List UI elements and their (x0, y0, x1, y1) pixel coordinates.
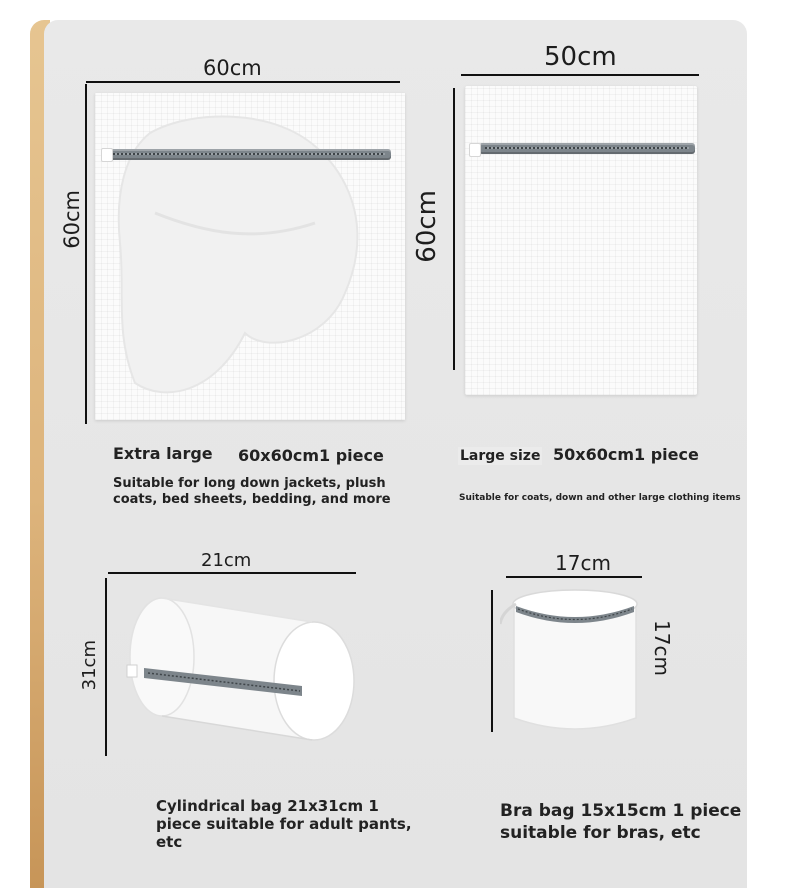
large-zipper-pull (469, 143, 481, 157)
large-description: Suitable for coats, down and other large clothing items (459, 493, 741, 503)
bra-bag-image (500, 582, 650, 742)
cyl-height-label: 31cm (79, 640, 100, 691)
bra-height-line (491, 590, 493, 732)
cyl-height-line (105, 578, 107, 756)
large-width-label: 50cm (544, 42, 617, 72)
large-height-label: 60cm (412, 190, 442, 263)
cyl-width-label: 21cm (201, 550, 252, 571)
large-height-line (453, 88, 455, 370)
xl-width-label: 60cm (203, 56, 262, 80)
xl-zipper (107, 149, 391, 160)
large-zipper (479, 143, 695, 154)
large-name: Large size (460, 448, 541, 464)
xl-name: Extra large (113, 444, 213, 463)
bra-description: Bra bag 15x15cm 1 piece suitable for bras, etc (500, 801, 742, 843)
cyl-description: Cylindrical bag 21x31cm 1 piece suitable for adult pants, etc (156, 797, 412, 851)
bra-width-line (506, 576, 642, 578)
bra-width-label: 17cm (555, 551, 611, 575)
cyl-width-line (108, 572, 356, 574)
xl-zipper-pull (101, 148, 113, 162)
xl-width-line (86, 81, 400, 83)
xl-height-label: 60cm (60, 190, 84, 249)
large-bag-image (465, 86, 697, 395)
large-size: 50x60cm1 piece (553, 445, 699, 464)
cylindrical-bag-image (122, 596, 362, 746)
xl-description: Suitable for long down jackets, plush coats, bed sheets, bedding, and more (113, 476, 391, 507)
clothing-inside-shape (95, 93, 405, 420)
extra-large-bag-image (95, 93, 405, 420)
xl-size: 60x60cm1 piece (238, 446, 384, 465)
bra-height-label: 17cm (650, 620, 674, 676)
xl-height-line (85, 84, 87, 424)
large-width-line (461, 74, 699, 76)
